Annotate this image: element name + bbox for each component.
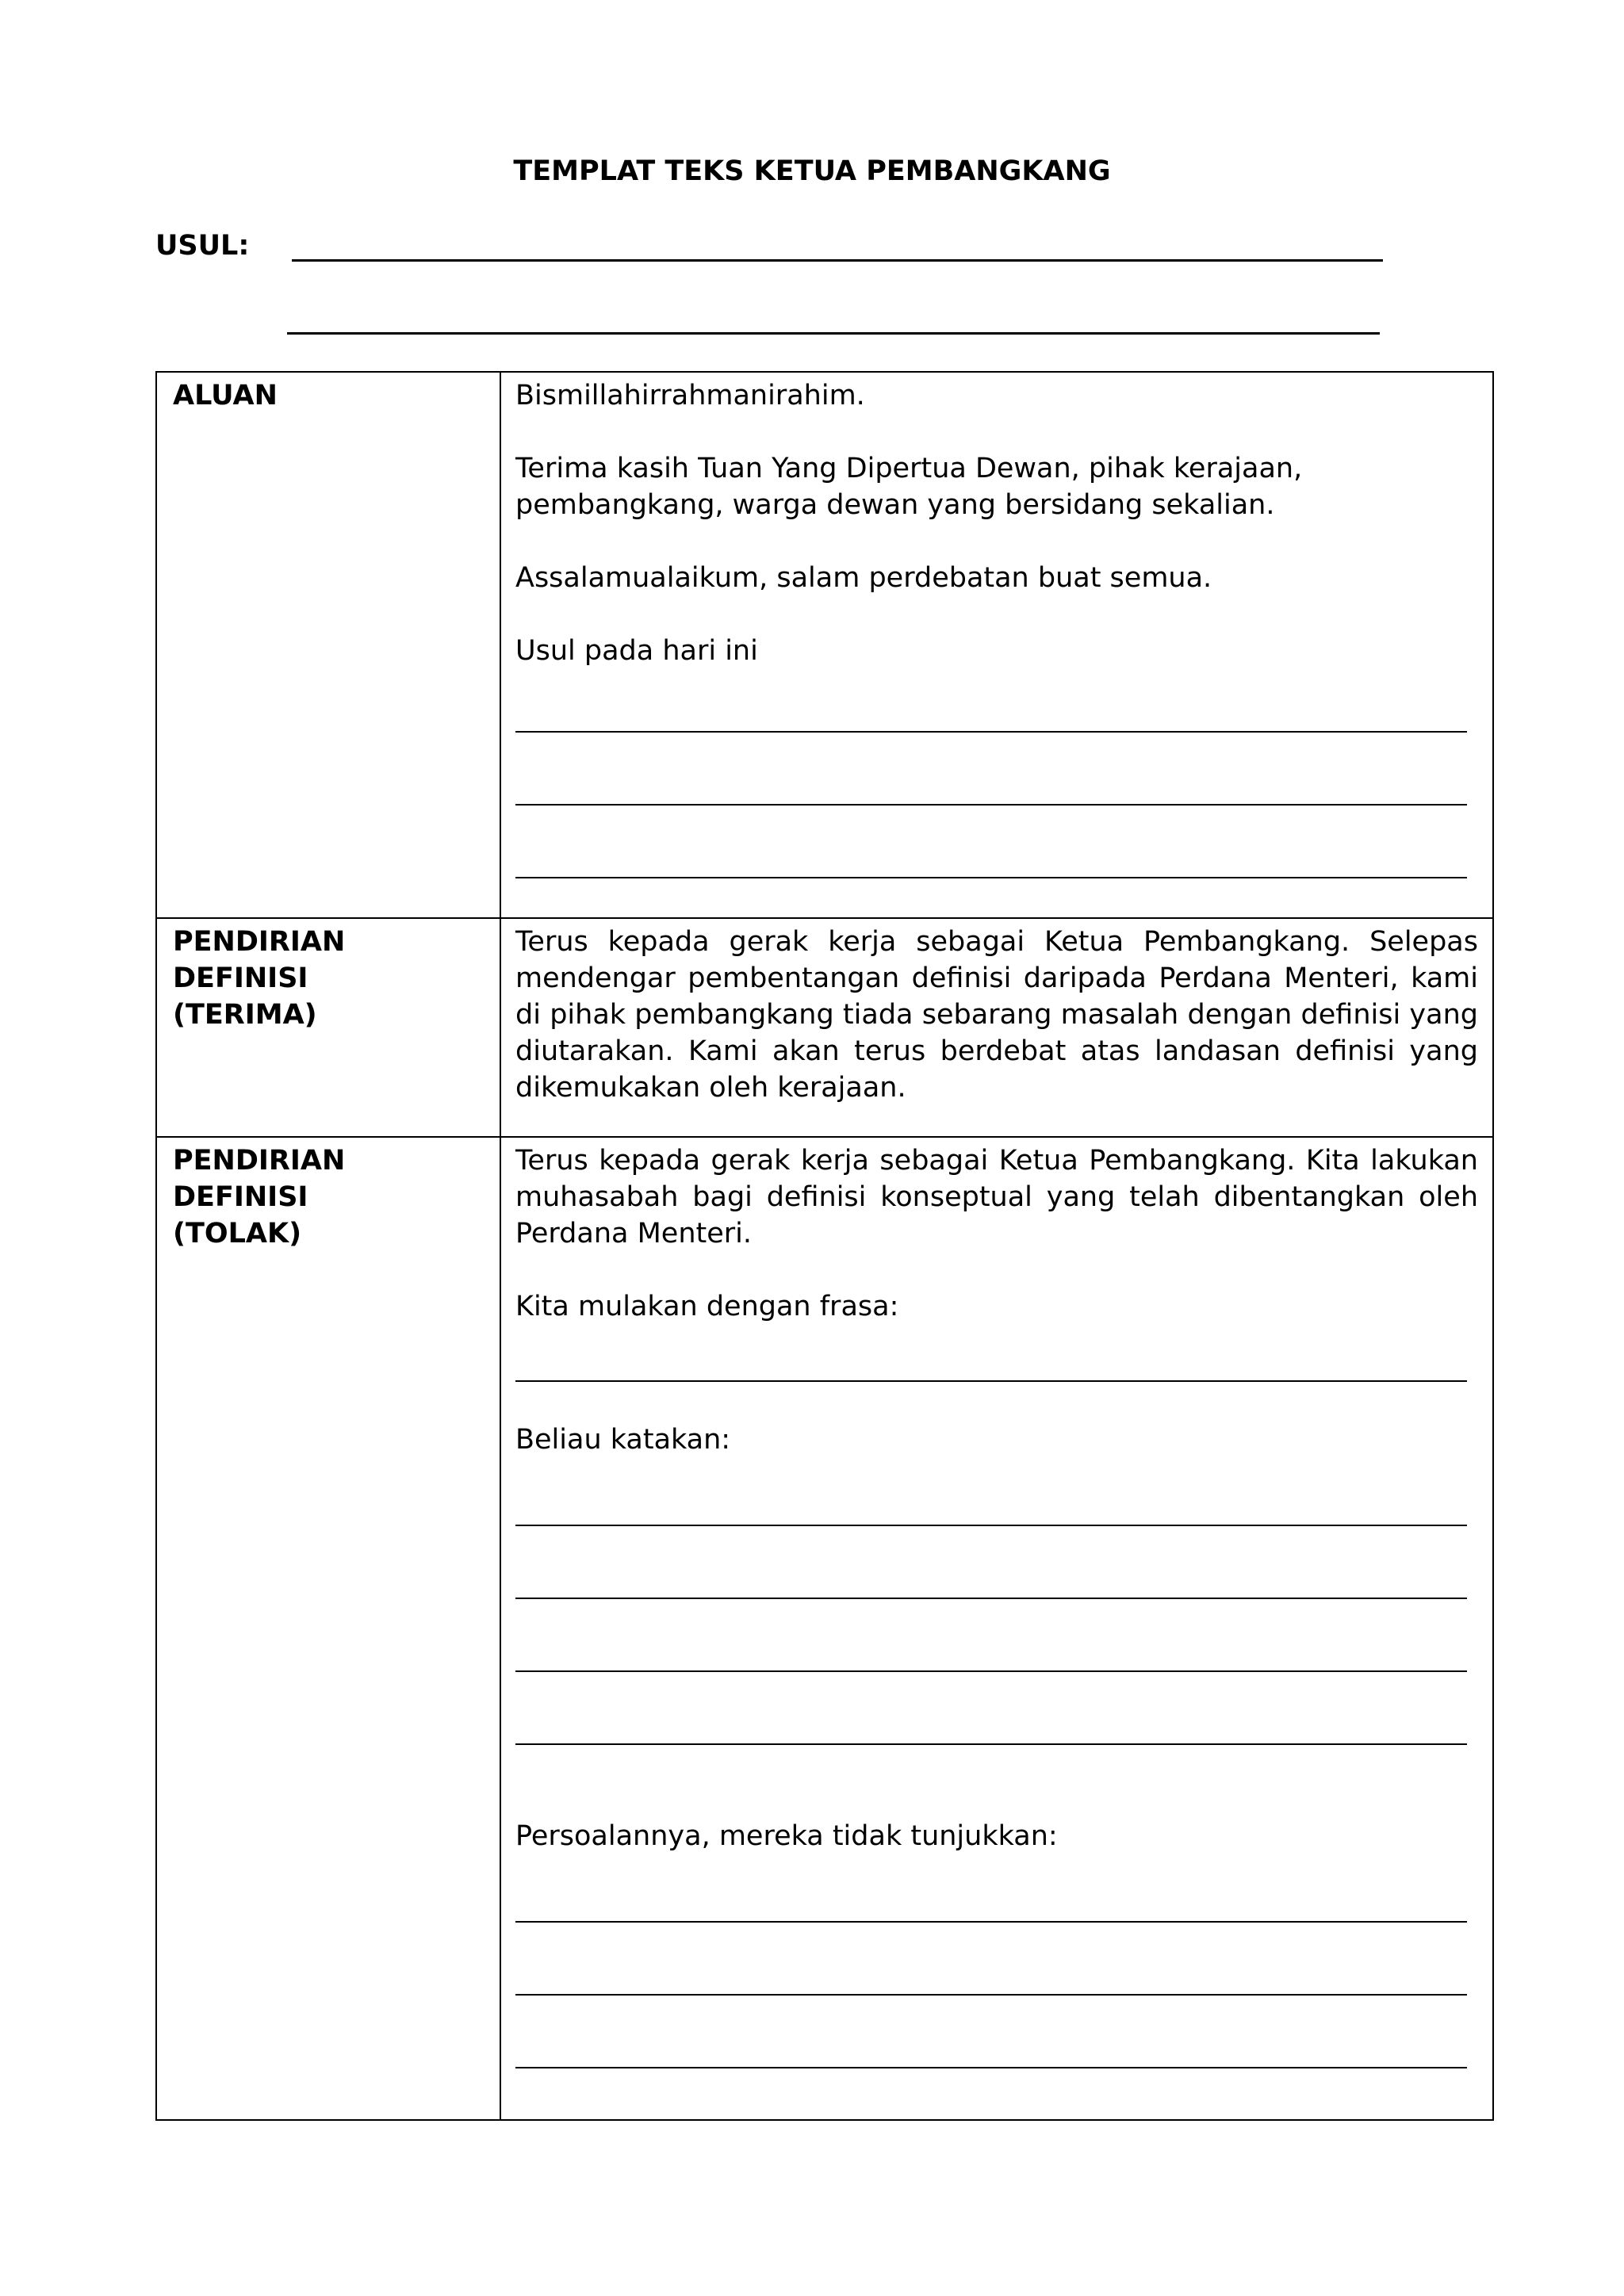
tolak-paragraph: Terus kepada gerak kerja sebagai Ketua Pembangkang. Kita lakukan muhasabah bagi definisi konseptual yang telah dibentangkan oleh Perdana Menteri. xyxy=(515,1145,1478,1249)
usul-label: USUL: xyxy=(155,230,250,262)
tolak-beliau-fill-line-2 xyxy=(515,1598,1467,1599)
terima-paragraph: Terus kepada gerak kerja sebagai Ketua Pembangkang. Selepas mendengar pembentangan definisi daripada Perdana Menteri, kami di pihak pembangkang tiada sebarang masalah dengan definisi yang diutarakan. Kami akan terus berdebat atas landasan definisi yang dikemukakan oleh kerajaan. xyxy=(515,926,1478,1104)
document-title: TEMPLAT TEKS KETUA PEMBANGKANG xyxy=(513,155,1111,187)
row-content-cell xyxy=(500,372,1493,918)
row-label-line: (TERIMA) xyxy=(173,999,317,1031)
tolak-persoalan-fill-line-1 xyxy=(515,1921,1467,1923)
tolak-beliau-fill-line-4 xyxy=(515,1743,1467,1745)
row-label-cell xyxy=(156,918,500,1137)
tolak-persoalan-prompt: Persoalannya, mereka tidak tunjukkan: xyxy=(515,1820,1058,1852)
tolak-frasa-fill-line xyxy=(515,1380,1467,1382)
tolak-beliau-fill-line-3 xyxy=(515,1670,1467,1672)
aluan-salam: Assalamualaikum, salam perdebatan buat semua. xyxy=(515,562,1212,594)
row-pendirian-tolak xyxy=(156,1137,1493,2120)
aluan-opening: Bismillahirrahmanirahim. xyxy=(515,380,865,411)
aluan-fill-line-2 xyxy=(515,804,1467,806)
tolak-beliau-fill-line-1 xyxy=(515,1525,1467,1526)
tolak-beliau-prompt: Beliau katakan: xyxy=(515,1424,731,1456)
aluan-usul-intro: Usul pada hari ini xyxy=(515,635,758,667)
usul-fill-line-1 xyxy=(292,259,1383,262)
row-label-line: DEFINISI xyxy=(173,962,308,994)
aluan-fill-line-3 xyxy=(515,877,1467,878)
aluan-greeting: Terima kasih Tuan Yang Dipertua Dewan, pihak kerajaan, pembangkang, warga dewan yang bersidang sekalian. xyxy=(515,453,1303,521)
row-label-cell xyxy=(156,372,500,918)
usul-fill-line-2 xyxy=(287,332,1380,335)
row-label-line: PENDIRIAN xyxy=(173,926,346,958)
row-label-line: DEFINISI xyxy=(173,1181,308,1213)
row-content-cell xyxy=(500,918,1493,1137)
row-label-line: PENDIRIAN xyxy=(173,1145,346,1177)
row-label-pendirian-tolak xyxy=(157,1138,500,1252)
row-content-cell xyxy=(500,1137,1493,2120)
row-pendirian-terima xyxy=(156,918,1493,1137)
tolak-persoalan-fill-line-3 xyxy=(515,2067,1467,2068)
row-label-aluan: ALUAN xyxy=(173,380,278,411)
row-aluan xyxy=(156,372,1493,918)
tolak-persoalan-fill-line-2 xyxy=(515,1994,1467,1996)
row-label-cell xyxy=(156,1137,500,2120)
row-label-line: (TOLAK) xyxy=(173,1218,302,1249)
aluan-fill-line-1 xyxy=(515,731,1467,733)
speech-template-table xyxy=(155,371,1494,2121)
row-label-pendirian-terima xyxy=(157,919,500,1033)
tolak-frasa-prompt: Kita mulakan dengan frasa: xyxy=(515,1291,899,1322)
